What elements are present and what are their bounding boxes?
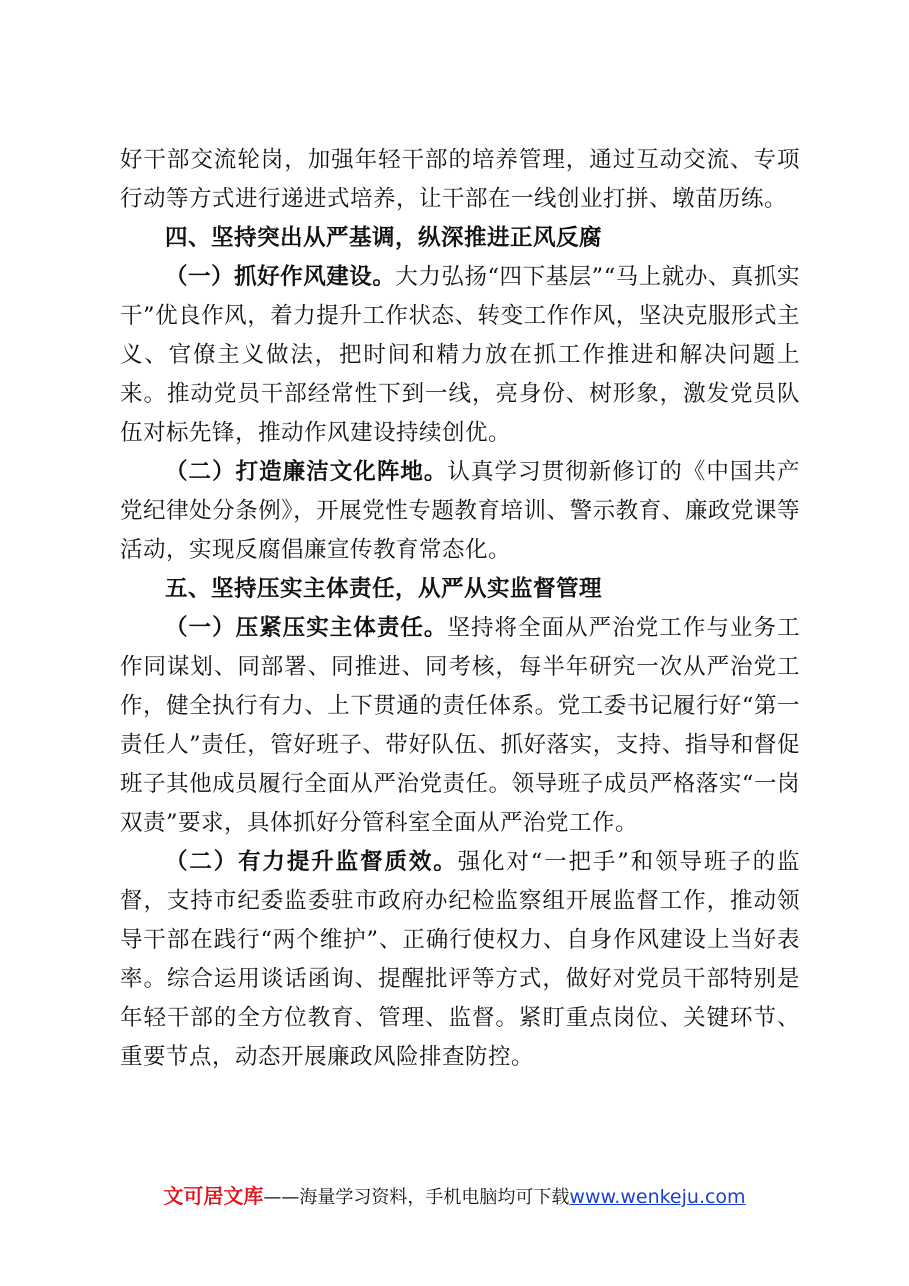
paragraph-integrity-culture	[120, 453, 800, 570]
paragraph-continued: 好干部交流轮岗，加强年轻干部的培养管理，通过互动交流、专项行动等方式进行递进式培养，让干部在一线创业打拼、墩苗历练。	[120, 147, 800, 212]
section-heading-4: 四、坚持突出从严基调，纵深推进正风反腐	[165, 225, 603, 251]
paragraph-lead: （一）压紧压实主体责任。	[165, 615, 448, 641]
paragraph-body: 认真学习贯彻新修订的《中国共产党纪律处分条例》，开展党性专题教育培训、警示教育、廉政党课等活动，实现反腐倡廉宣传教育常态化。	[120, 459, 800, 563]
paragraph-lead: （二）打造廉洁文化阵地。	[165, 459, 448, 485]
footer-brand: 文可居文库	[163, 1184, 264, 1208]
document-body	[120, 141, 800, 1077]
paragraph-supervision	[120, 843, 800, 1077]
footer-banner	[0, 1182, 909, 1212]
footer-dash: ——	[263, 1187, 300, 1208]
paragraph-lead: （一）抓好作风建设。	[165, 264, 396, 290]
footer-link[interactable]: www.wenkeju.com	[569, 1186, 746, 1208]
paragraph-body: 坚持将全面从严治党工作与业务工作同谋划、同部署、同推进、同考核，每半年研究一次从严治党工作，健全执行有力、上下贯通的责任体系。党工委书记履行好“第一责任人”责任，管好班子、带好队伍、抓好落实，支持、指导和督促班子其他成员履行全面从严治党责任。领导班子成员严格落实“一岗双责”要求，具体抓好分管科室全面从严治党工作。	[120, 615, 800, 836]
paragraph-main-responsibility	[120, 609, 800, 843]
paragraph-style-building	[120, 258, 800, 453]
paragraph-body: 大力弘扬“四下基层”“马上就办、真抓实干”优良作风，着力提升工作状态、转变工作作风，坚决克服形式主义、官僚主义做法，把时间和精力放在抓工作推进和解决问题上来。推动党员干部经常性下到一线，亮身份、树形象，激发党员队伍对标先锋，推动作风建设持续创优。	[120, 264, 800, 446]
section-heading-5: 五、坚持压实主体责任，从严从实监督管理	[165, 576, 603, 602]
paragraph-lead: （二）有力提升监督质效。	[165, 849, 458, 875]
footer-slogan: 海量学习资料，手机电脑均可下载	[299, 1187, 570, 1208]
paragraph-body: 强化对“一把手”和领导班子的监督，支持市纪委监委驻市政府办纪检监察组开展监督工作，推动领导干部在践行“两个维护”、正确行使权力、自身作风建设上当好表率。综合运用谈话函询、提醒批评等方式，做好对党员干部特别是年轻干部的全方位教育、管理、监督。紧盯重点岗位、关键环节、重要节点，动态开展廉政风险排查防控。	[120, 849, 800, 1070]
